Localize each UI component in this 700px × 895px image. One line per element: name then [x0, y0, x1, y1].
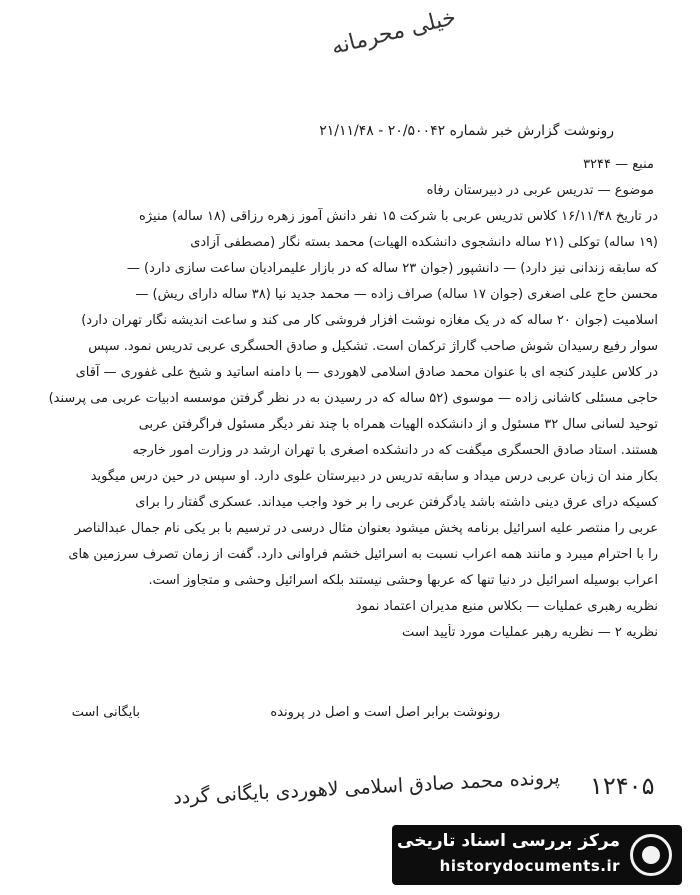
body-line: هستند. استاد صادق الحسگری میگفت که در دانشکده اصغری با تهران ارشد در وزارت امور خارجه	[132, 443, 658, 458]
subject-line: موضوع — تدریس عربی در دبیرستان رفاه	[426, 183, 654, 198]
body-line: را با احترام میبرد و مانند همه اعراب نسبت به اسرائیل خشم فراوانی دارد. گفت از زمان تصرف سرزمین های	[68, 547, 658, 562]
body-line: در کلاس علیدر کنجه ای با عنوان محمد صادق اسلامی لاهوردی — با دامنه اساتید و شیخ علی غفوری — آقای	[75, 365, 658, 380]
archived-note: بایگانی است	[71, 705, 140, 720]
watermark-banner	[392, 825, 682, 885]
body-line: سوار رفیع رسیدان شوش صاحب گاراژ ترکمان است. تشکیل و صادق الحسگری عربی تدریس نمود. سپس	[88, 339, 658, 354]
source-line: منبع — ۳۲۴۴	[583, 157, 654, 172]
body-line: محسن حاج علی اصغری (جوان ۱۷ ساله) صراف زاده — محمد جدید نیا (۳۸ ساله دارای ریش) —	[135, 287, 658, 302]
body-line: اعراب بوسیله اسرائیل در دنیا تنها که عربها وحشی نیستند بلکه اسرائیل وحشی و متجاوز است.	[148, 573, 658, 588]
body-line: نظریه ۲ — نظریه رهبر عملیات مورد تأیید است	[401, 625, 658, 640]
watermark-title: مرکز بررسی اسناد تاریخی	[397, 831, 620, 851]
body-line: (۱۹ ساله) توکلی (۲۱ ساله دانشجوی دانشکده الهیات) محمد بسته نگار (مصطفی آزادی	[190, 235, 658, 250]
archive-logo-icon	[630, 834, 672, 876]
handwritten-signature: پرونده محمد صادق اسلامی لاهوردی بایگانی گردد	[172, 766, 561, 809]
handwritten-annotation: خیلی محرمانه	[328, 4, 459, 61]
document-header: رونوشت گزارش خبر شماره ۲۰/۵۰۰۴۲ - ۲۱/۱۱/۴۸	[319, 123, 614, 139]
body-line: حاجی مسئلی کاشانی زاده — موسوی (۵۲ ساله که در رسیدن به در نظر گرفتن موسسه ادبیات عربی می پرسند)	[48, 391, 658, 406]
body-line: که سابقه زندانی نیز دارد) — دانشپور (جوان ۲۳ ساله که در بازار علیمرادیان ساعت سازی دارد) —	[126, 261, 658, 276]
body-line: عربی را منتصر علیه اسرائیل برنامه پخش میشود بعنوان مثال درسی در ترسیم با بر یکی نام جمال عبدالناصر	[74, 521, 658, 536]
body-line: بکار مند ان زبان عربی درس میداد و سابقه تدریس در دبیرستان علوی دارد. او سپس در حین درس میگوید	[90, 469, 658, 484]
body-line: توحید لسانی سال ۳۲ مسئول و از دانشکده الهیات همراه با چند نفر دیگر مسئول فراگرفتن عربی	[138, 417, 658, 432]
body-line: اسلامیت (جوان ۲۰ ساله که در یک مغازه نوشت افزار فروشی کار می کند و ساعت اندیشه نگار تهران دارد)	[81, 313, 658, 328]
copy-note: رونوشت برابر اصل است و اصل در پرونده	[270, 705, 500, 720]
watermark-url: historydocuments.ir	[439, 857, 620, 875]
handwritten-number: ۱۲۴۰۵	[590, 772, 655, 800]
body-line: کسیکه درای عرق دینی داشته باشد یادگرفتن عربی را بر خود واجب میداند. عسکری گفتار را برای	[135, 495, 658, 510]
body-line: نظریه رهبری عملیات — بکلاس منبع مدیران اعتماد نمود	[355, 599, 658, 614]
body-line: در تاریخ ۱۶/۱۱/۴۸ کلاس تدریس عربی با شرکت ۱۵ نفر دانش آموز زهره رزاقی (۱۸ ساله) منیژه	[139, 209, 658, 224]
